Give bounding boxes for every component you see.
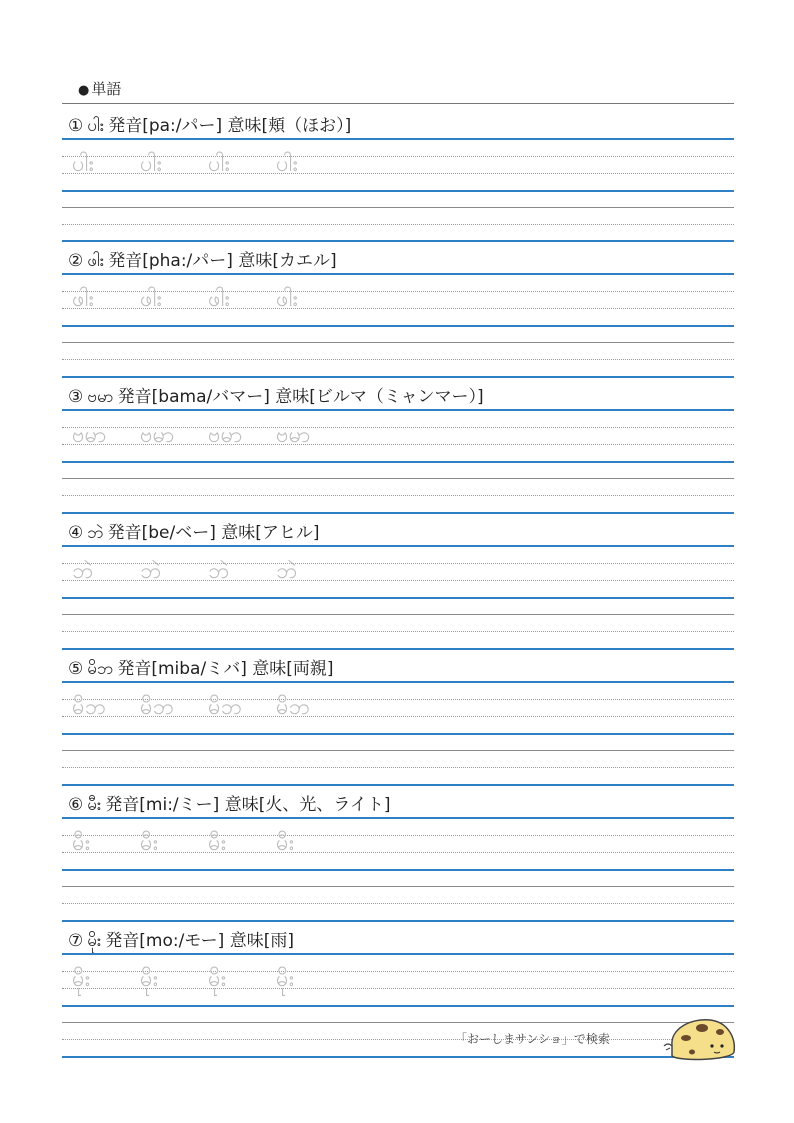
ruling-line [62,478,734,479]
pronunciation-label: 発音 [117,659,152,679]
pronunciation: [be/ベー] [141,523,216,543]
ruling-line [62,1056,734,1058]
trace-word: မိုး [72,967,91,992]
ruling-line [62,342,734,343]
ruling-line [62,495,734,496]
trace-word: မိဘ [208,695,242,720]
trace-word: ဗမာ [72,423,107,448]
ruling-line [62,784,734,786]
ruling-line [62,273,734,275]
meaning-label: 意味 [252,659,287,679]
trace-word: ပါး [140,152,162,177]
trace-word: မိုး [276,967,295,992]
ruling-line [62,207,734,208]
ruling-line [62,953,734,955]
meaning-label: 意味 [221,523,256,543]
tracing-row [72,556,344,589]
meaning: [火、光、ライト] [258,795,391,815]
ruling-line [62,376,734,378]
pronunciation: [pa:/パー] [142,116,223,136]
pronunciation: [miba/ミバ] [151,659,247,679]
section-heading [78,78,121,99]
trace-word: ဘဲ [140,559,162,584]
entry-title [68,111,351,140]
entry-number: ② [68,251,84,271]
ruling-line [62,409,734,411]
meaning: [両親] [286,659,334,679]
trace-word: ပါး [208,152,230,177]
vocab-entry [62,512,734,648]
ruling-line [62,512,734,514]
entry-number: ⑤ [68,659,84,679]
trace-word: မီး [208,831,227,856]
ruling-line [62,920,734,922]
pronunciation-label: 発音 [117,387,152,407]
burmese-word: မိဘ [87,659,114,679]
burmese-word: မိုး [87,931,102,951]
ruling-line [62,597,734,599]
pronunciation-label: 発音 [105,795,140,815]
ruling-line [62,681,734,683]
entry-title [68,518,320,547]
meaning-label: 意味 [224,795,259,815]
section-title: 単語 [91,80,122,98]
trace-word: မိဘ [72,695,106,720]
trace-word: မိဘ [276,695,310,720]
top-rule [62,103,734,104]
trace-word: ဘဲ [276,559,298,584]
trace-word: ဖါး [140,287,162,312]
trace-word: မီး [276,831,295,856]
trace-word: ဗမာ [276,423,311,448]
burmese-word: မီး [87,795,102,815]
pronunciation-label: 発音 [105,931,140,951]
trace-word: ဖါး [72,287,94,312]
ruling-line [62,359,734,360]
vocab-entry [62,784,734,920]
burmese-word: ပါး [87,116,105,136]
burmese-word: ဗမာ [87,387,114,407]
ruling-line [62,733,734,735]
burmese-word: ဘဲ [87,523,104,543]
pronunciation: [pha:/パー] [142,251,233,271]
bullet-icon: ● [78,83,90,98]
meaning: [頬（ほお）] [261,116,352,136]
meaning: [ビルマ（ミャンマー）] [309,387,484,407]
meaning-label: 意味 [238,251,273,271]
meaning-label: 意味 [229,931,264,951]
meaning: [アヒル] [255,523,320,543]
pronunciation: [mi:/ミー] [139,795,220,815]
pronunciation-label: 発音 [107,523,142,543]
burmese-word: ဖါး [87,251,105,271]
vocab-entry [62,920,734,1056]
trace-word: မီး [72,831,91,856]
trace-word: မိုး [140,967,159,992]
entry-title [68,382,484,411]
ruling-line [62,545,734,547]
ruling-line [62,1005,734,1007]
salamander-mascot-icon [662,1016,738,1062]
trace-word: ဖါး [208,287,230,312]
ruling-line [62,1039,734,1040]
trace-word: မိဘ [140,695,174,720]
ruling-line [62,461,734,463]
tracing-row [72,420,344,453]
ruling-line [62,138,734,140]
ruling-line [62,767,734,768]
meaning-label: 意味 [275,387,310,407]
ruling-line [62,190,734,192]
tracing-row [72,284,344,317]
vocab-entry [62,376,734,512]
tracing-row [72,828,344,861]
vocab-entry [62,648,734,784]
entry-title [68,790,390,819]
meaning: [雨] [263,931,294,951]
ruling-line [62,1022,734,1023]
trace-word: မိုး [208,967,227,992]
entry-number: ⑥ [68,795,84,815]
footer-search-hint: 「おーしまサンショ」で検索 [455,1032,610,1046]
meaning: [カエル] [272,251,337,271]
trace-word: ဘဲ [72,559,94,584]
entry-title [68,246,337,275]
ruling-line [62,325,734,327]
tracing-row [72,149,344,182]
entry-title [68,926,294,955]
ruling-line [62,886,734,887]
ruling-line [62,903,734,904]
entry-number: ① [68,116,84,136]
vocab-entry [62,105,734,241]
ruling-line [62,817,734,819]
pronunciation-label: 発音 [108,251,143,271]
ruling-line [62,631,734,632]
tracing-row [72,692,344,725]
trace-word: ပါး [72,152,94,177]
trace-word: ပါး [276,152,298,177]
ruling-line [62,869,734,871]
ruling-line [62,648,734,650]
trace-word: ဖါး [276,287,298,312]
trace-word: ဗမာ [208,423,243,448]
pronunciation: [bama/バマー] [151,387,270,407]
meaning-label: 意味 [227,116,262,136]
entry-number: ⑦ [68,931,84,951]
ruling-line [62,224,734,225]
pronunciation-label: 発音 [108,116,143,136]
entry-number: ④ [68,523,84,543]
ruling-line [62,240,734,242]
trace-word: ဗမာ [140,423,175,448]
trace-word: ဘဲ [208,559,230,584]
entry-title [68,654,334,683]
ruling-line [62,614,734,615]
ruling-line [62,750,734,751]
trace-word: မီး [140,831,159,856]
entry-number: ③ [68,387,84,407]
pronunciation: [mo:/モー] [139,931,225,951]
vocab-entry [62,240,734,376]
tracing-row [72,964,344,997]
